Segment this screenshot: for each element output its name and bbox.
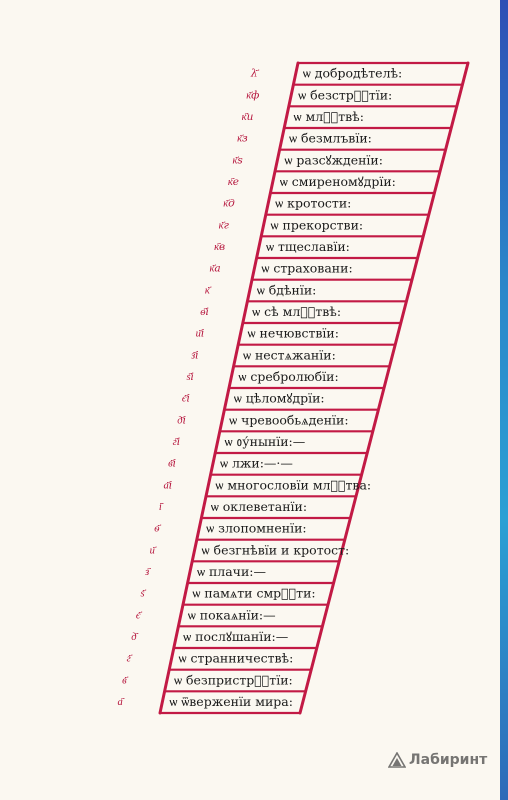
rung-number: д҃і (177, 414, 186, 427)
rung-label: ѡ разсꙋжденїи: (284, 152, 383, 168)
rung-number: і҃ (158, 501, 162, 514)
rung-label: ѡ сѣ млⷭ҇твѣ: (252, 304, 342, 320)
rung-label: ѡ тщеславїи: (266, 239, 350, 255)
rung-label: ѡ млⷭ҇твѣ: (293, 109, 364, 125)
rung-label: ѡ сребролюбїи: (238, 369, 339, 385)
rung-number: к҃ф (246, 89, 260, 102)
rung-number: ѳ҃і (200, 306, 209, 319)
rung-number: и҃ (149, 544, 155, 557)
rung-label: ѡ нестѧжанїи: (243, 347, 336, 363)
rung-number: к҃г (218, 219, 229, 232)
rung-number: в҃і (168, 457, 176, 470)
rung-number: є҃і (181, 392, 190, 405)
rung-number: λ҃ (250, 67, 258, 80)
rung-label: ѡ добродѣтелѣ: (302, 65, 403, 81)
rung-number: є҃ (135, 609, 141, 622)
rung-label: ѡ чревообьѧденїи: (229, 412, 349, 428)
rung-label: ѡ лжи:—·— (220, 455, 293, 471)
rung-label: ѡ смиреномꙋдрїи: (279, 174, 396, 190)
rung-label: ѡ безпристрⷭ҇тїи: (174, 672, 293, 688)
rung-label: ѡ оклеветанїи: (210, 499, 308, 515)
rung-label: ѡ ᲂу́нынїи:— (224, 434, 306, 450)
rung-number: г҃ (126, 652, 131, 665)
rung-label: ѡ безмлъвїи: (289, 130, 372, 146)
rung-number: к҃и (241, 111, 254, 124)
rung-number: а҃і (163, 479, 173, 492)
rung-label: ѡ цѣломꙋдрїи: (233, 390, 325, 406)
rung-number: з҃і (191, 349, 199, 362)
rung-label: ѡ памѧти смрⷮ҇ти: (192, 585, 316, 601)
rung-number: к҃ѕ (232, 154, 243, 167)
rung-label: ѡ прекорстви: (270, 217, 364, 233)
labirint-logo-icon (388, 752, 406, 768)
rung-number: к҃в (214, 241, 226, 254)
rung-label: ѡ безгнѣвїи и кротост: (201, 542, 350, 558)
rung-number: и҃і (195, 327, 205, 340)
rung-label: ѡ плачи:— (197, 564, 266, 580)
rung-label: ѡ бдѣнїи: (256, 282, 317, 298)
rung-label: ѡ страховани: (261, 260, 353, 276)
rung-label: ѡ злопомненїи: (206, 520, 307, 536)
rung-label: ѡ ѿверженїи мира: (169, 694, 293, 710)
watermark-text: Лабиринт (409, 752, 488, 768)
rung-number: ѕ҃і (186, 371, 194, 384)
rung-number: в҃ (122, 674, 127, 687)
rung-number: д҃ (131, 631, 137, 644)
rung-number: к҃е (227, 176, 240, 189)
labirint-watermark (388, 752, 487, 768)
rung-number: к҃ (204, 284, 210, 297)
rung-label: ѡ покаѧнїи:— (187, 607, 276, 623)
rung-number: а҃ (117, 696, 123, 709)
rung-number: ѕ҃ (140, 587, 145, 600)
rung-label: ѡ многословїи млⷭ҇тва: (215, 477, 372, 493)
rung-number: к҃д (223, 197, 235, 210)
rung-label: ѡ безстрⷭ҇тїи: (298, 87, 393, 103)
rung-number: к҃з (237, 132, 248, 145)
rung-label: ѡ послꙋшанїи:— (183, 629, 289, 645)
rung-label: ѡ нечювствїи: (247, 325, 339, 341)
rung-number: з҃ (145, 566, 150, 579)
rung-label: ѡ странничествѣ: (178, 650, 294, 666)
rung-number: ѳ҃ (154, 522, 160, 535)
rung-label: ѡ кротости: (275, 195, 352, 211)
rung-number: к҃а (209, 262, 221, 275)
rung-number: г҃і (172, 436, 181, 449)
